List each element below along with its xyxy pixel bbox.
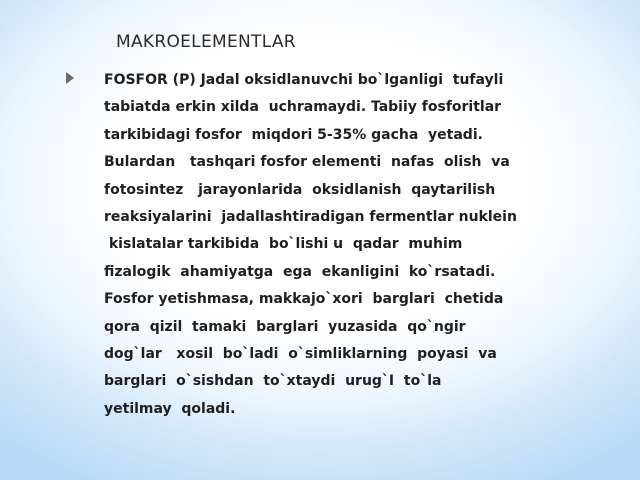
text-line: yetilmay qoladi. [104,400,236,417]
text-line: fizalogik ahamiyatga ega ekanligini ko`rsatadi. [104,263,496,280]
text-line: tarkibidagi fosfor miqdori 5-35% gacha yetadi. [104,126,483,143]
text-line: reaksiyalarini jadallashtiradigan fermentlar nuklein [104,209,517,226]
triangle-bullet-icon [66,72,74,84]
text-line: kislatalar tarkibida bo`lishi u qadar muhim [104,236,463,253]
text-line: Bulardan tashqari fosfor elementi nafas olish va [104,154,510,171]
bullet-text [104,67,560,423]
text-line: FOSFOR (P) Jadal oksidlanuvchi bo`lganligi tufayli [104,72,504,88]
text-line: barglari o`sishdan to`xtaydi urug`I to`la [104,373,442,390]
slide-title: MAKROELEMENTLAR [116,32,296,52]
text-line: tabiatda erkin xilda uchramaydi. Tabiiy fosforitlar [104,99,502,116]
text-line: qora qizil tamaki barglari yuzasida qo`ngir [104,318,466,335]
text-line: dog`lar xosil bo`ladi o`simliklarning poyasi va [104,346,497,363]
text-line: Fosfor yetishmasa, makkajo`xori barglari chetida [104,291,504,308]
bullet-paragraph [60,67,560,423]
text-line: fotosintez jarayonlarida oksidlanish qaytarilish [104,181,496,198]
